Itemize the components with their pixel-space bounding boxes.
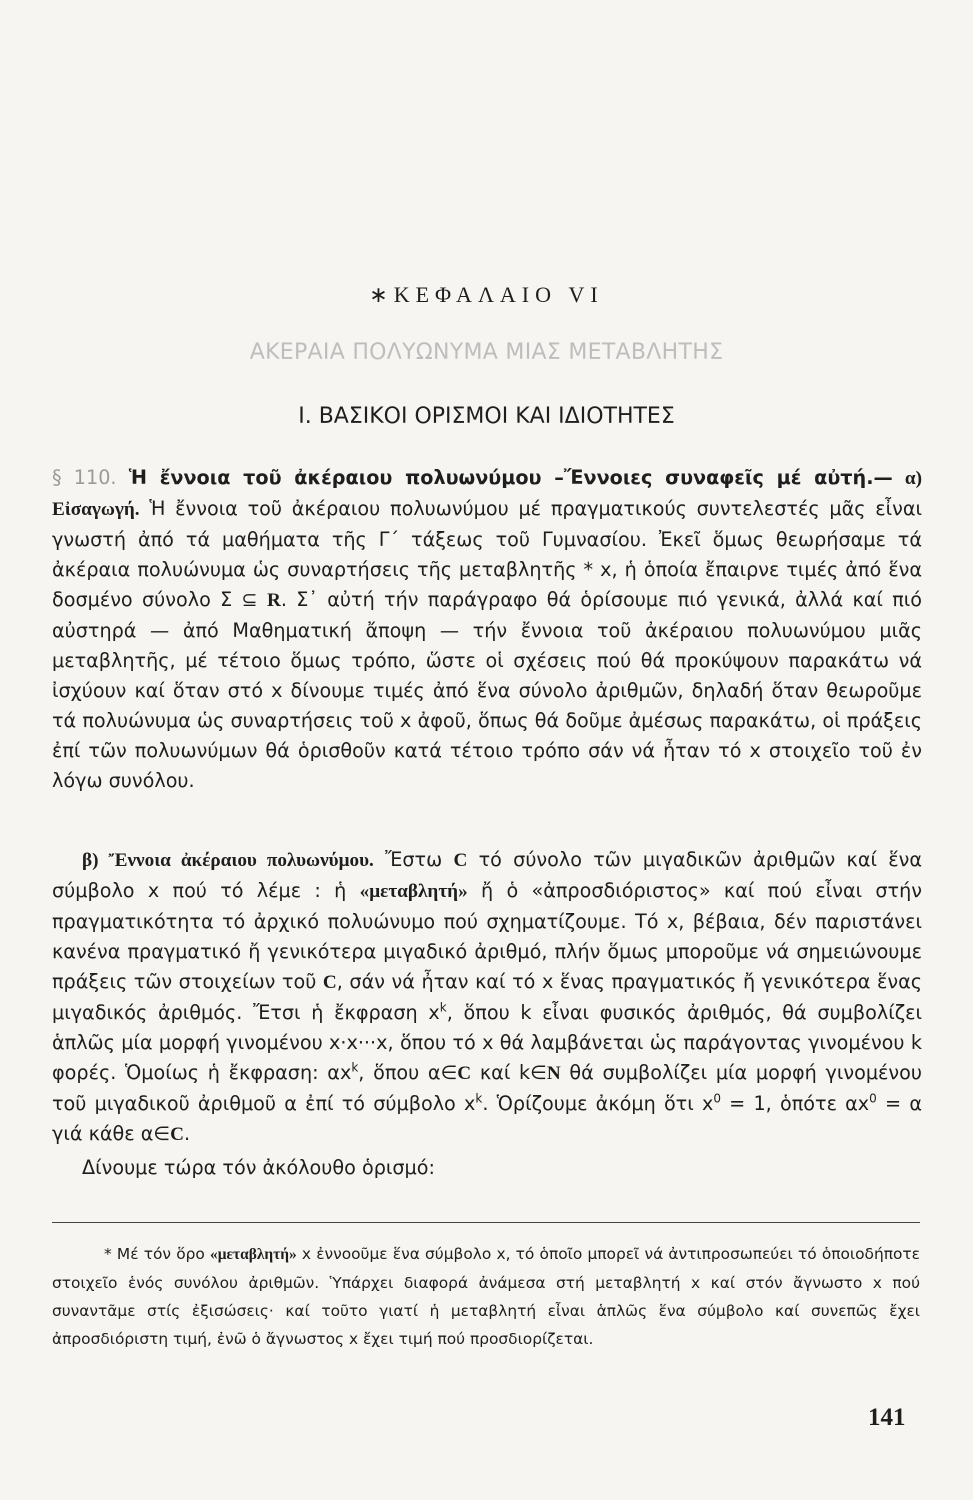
- text-run: . Ὁρίζουμε ἀκόμη ὅτι x: [482, 1092, 714, 1115]
- chapter-title: ∗ΚΕΦΑΛΑΙΟ VI: [369, 282, 604, 307]
- set-symbol-c: C: [457, 1063, 472, 1084]
- set-symbol-c: C: [322, 972, 337, 993]
- superscript: k: [439, 1000, 447, 1015]
- text-run: = α γιά κάθε α∈: [52, 1092, 922, 1145]
- text-run: , ὅπου α∈: [358, 1061, 458, 1084]
- text-run: Μέ τόν ὅρο: [116, 1245, 205, 1263]
- subsection-label: α) Εἰσαγωγή.: [52, 468, 922, 520]
- term-variable: «μεταβλητή»: [359, 881, 468, 902]
- superscript: k: [475, 1091, 483, 1106]
- text-run: x ἐννοοῦμε ἕνα σύμβολο x, τό ὁποῖο μπορεῖ νά ἀντιπροσωπεύει τό ὁποιοδήποτε στοιχεῖο ἑνός συνόλου ἀριθμῶν. Ὑπάρχει διαφορά ἀνάμεσα στή μεταβλητή x καί στόν ἄγνωστο x πού συναντᾶμε στίς ἐξισώσεις· καί τοῦτο γιατί ἡ μεταβλητή εἶναι ἁπλῶς ἕνα σύμβολο καί συνεπῶς ἔχει ἀπροσδιόριστη τιμή, ἐνῶ ὁ ἄγνωστος x ἔχει τιμή πού προσδιορίζεται.: [52, 1245, 920, 1348]
- subsection-label: β) Ἔννοια ἀκέραιου πολυωνύμου.: [82, 850, 374, 871]
- superscript: 0: [869, 1091, 877, 1106]
- set-symbol-n: N: [546, 1063, 561, 1084]
- paragraph-definition-intro: Δίνουμε τώρα τόν ἀκόλουθο ὁρισμό:: [82, 1156, 435, 1179]
- superscript: k: [351, 1060, 359, 1075]
- paragraph-heading: Ἡ ἔννοια τοῦ ἀκέραιου πολυωνύμου –Ἔννοιες συναφεῖς μέ αὐτή.—: [128, 466, 893, 489]
- section-number: § 110.: [52, 466, 117, 489]
- text-run: θά συμβολίζει μία μορφή γινομένου τοῦ μιγαδικοῦ ἀριθμοῦ α ἐπί τό σύμβολο x: [52, 1061, 922, 1115]
- paragraph-text: Ἡ ἔννοια τοῦ ἀκέραιου πολυωνύμου μέ πραγματικούς συντελεστές μᾶς εἶναι γνωστή ἀπό τά μαθήματα τῆς Γ΄ τάξεως τοῦ Γυμνασίου. Ἐκεῖ ὅμως θεωρήσαμε τά ἀκέραια πολυώνυμα ὡς συναρτήσεις τῆς μεταβλητῆς * x, ἡ ὁποία ἔπαιρνε τιμές ἀπό ἕνα δοσμένο σύνολο Σ ⊆: [52, 497, 922, 611]
- set-symbol-c: C: [453, 850, 468, 871]
- footnote-divider: [52, 1222, 920, 1223]
- superscript: 0: [713, 1091, 721, 1106]
- page-number: 141: [868, 1404, 906, 1431]
- text-run: Ἔστω: [385, 848, 443, 871]
- set-symbol-r: R: [266, 590, 281, 611]
- paragraph-introduction: [52, 463, 922, 796]
- text-run: , ὅπου k εἶναι φυσικός ἀριθμός, θά συμβολίζει ἁπλῶς μία μορφή γινομένου x·x···x, ὅπου τό x θά λαμβάνεται ὡς παράγοντας γινομένου k φορές. Ὁμοίως ἡ ἔκφραση: αx: [52, 1001, 922, 1084]
- text-run: ἤ ὁ «ἀπροσδιόριστος» καί πού εἶναι στήν πραγματικότητα τό ἀρχικό πολυώνυμο πού σχηματίζουμε. Τό x, βέβαια, δέν παριστάνει κανένα πραγματικό ἤ γενικότερα μιγαδικό ἀριθμό, πλήν ὅμως μποροῦμε νά σημειώνουμε πράξεις τῶν στοιχείων τοῦ: [52, 879, 922, 993]
- part-title: ΑΚΕΡΑΙΑ ΠΟΛΥΩΝΥΜΑ ΜΙΑΣ ΜΕΤΑΒΛΗΤΗΣ: [249, 340, 724, 365]
- paragraph-text: . Σ᾿ αὐτή τήν παράγραφο θά ὁρίσουμε πιό γενικά, ἀλλά καί πιό αὐστηρά — ἀπό Μαθηματική ἄποψη — τήν ἔννοια τοῦ ἀκέραιου πολυωνύμου μιᾶς μεταβλητῆς, μέ τέτοιο ὅμως τρόπο, ὥστε οἱ σχέσεις πού θά προκύψουν παρακάτω νά ἰσχύουν καί ὅταν στό x δίνουμε τιμές ἀπό ἕνα σύνολο ἀριθμῶν, δηλαδή ὅταν θεωροῦμε τά πολυώνυμα ὡς συναρτήσεις τοῦ x ἀφοῦ, ὅπως θά δοῦμε ἀμέσως παρακάτω, οἱ πράξεις ἐπί τῶν πολυωνύμων θά ὁρισθοῦν κατά τέτοιο τρόπο σάν νά ἦταν τό x στοιχεῖο τοῦ ἐν λόγω συνόλου.: [52, 588, 922, 792]
- text-run: καί k∈: [479, 1061, 547, 1084]
- set-symbol-c: C: [170, 1124, 184, 1145]
- paragraph-polynomial-concept: [52, 845, 922, 1150]
- term-variable: «μεταβλητή»: [210, 1246, 297, 1263]
- text-run: = 1, ὁπότε αx: [729, 1092, 870, 1115]
- text-run: τό σύνολο τῶν μιγαδικῶν ἀριθμῶν καί ἕνα σύμβολο x πού τό λέμε : ἡ: [52, 848, 922, 902]
- footnote-marker: *: [104, 1245, 112, 1263]
- text-run: , σάν νά ἦταν καί τό x ἕνας πραγματικός ἤ γενικότερα ἕνας μιγαδικός ἀριθμός. Ἔτσι ἡ ἔκφραση x: [52, 970, 922, 1024]
- footnote: [52, 1240, 920, 1353]
- text-run: .: [183, 1122, 191, 1145]
- section-heading: Ι. ΒΑΣΙΚΟΙ ΟΡΙΣΜΟΙ ΚΑΙ ΙΔΙΟΤΗΤΕΣ: [298, 404, 675, 429]
